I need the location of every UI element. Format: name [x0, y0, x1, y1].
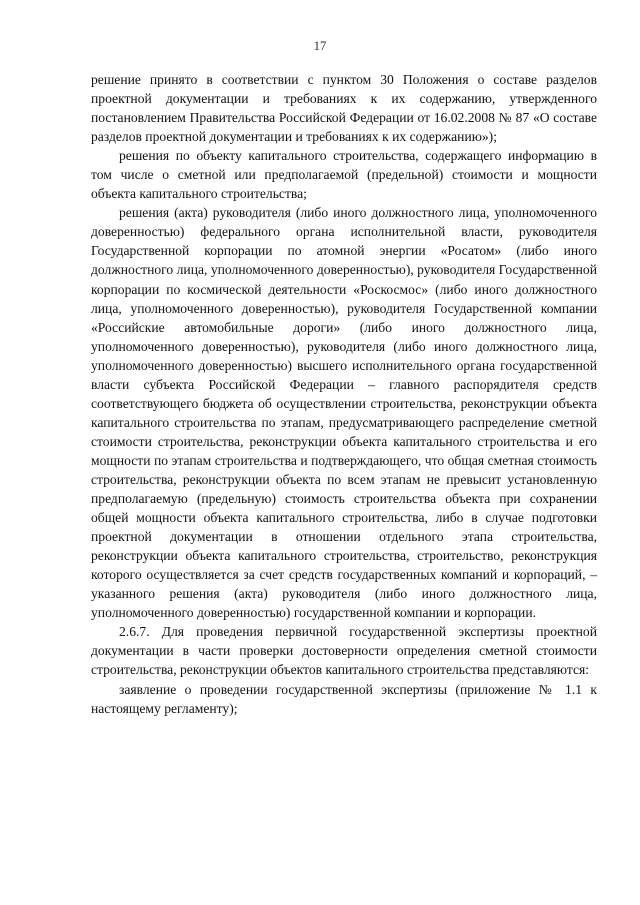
paragraph: 2.6.7. Для проведения первичной государственной экспертизы проектной документации в части проверки достоверности определения сметной стоимости строительства, реконструкции объектов капитального строительства представляются:	[91, 624, 597, 678]
paragraph: заявление о проведении государственной экспертизы (приложение № 1.1 к настоящему регламенту);	[91, 681, 597, 716]
paragraph: решения (акта) руководителя (либо иного должностного лица, уполномоченного доверенностью) федерального органа исполнительной власти, руководителя Государственной корпорации по атомной энергии «Росатом» (либо иного должностного лица, уполномоченного доверенностью), руководителя Государственной корпорации по космической деятельности «Роскосмос» (либо иного должностного лица, уполномоченного доверенностью), руководителя Государственной компании «Российские автомобильные дороги» (либо иного должностного лица, уполномоченного доверенностью), руководителя (либо иного должностного лица, уполномоченного доверенностью) высшего исполнительного органа государственной власти субъекта Российской Федерации – главного распорядителя средств соответствующего бюджета об осуществлении строительства, реконструкции объекта капитального строительства по этапам, предусматривающего распределение сметной стоимости строительства, реконструкции объекта капитального строительства и его мощности по этапам строительства и подтверждающего, что общая сметная стоимость строительства, реконструкции объекта по всем этапам не превысит установленную предполагаемую (предельную) стоимость строительства объекта при сохранении общей мощности объекта капитального строительства, либо в случае подготовки проектной документации в отношении отдельного этапа строительства, реконструкции объекта капитального строительства, строительство, реконструкция которого осуществляется за счет средств государственных компаний и корпораций, – указанного решения (акта) руководителя (либо иного должностного лица, уполномоченного доверенностью) государственной компании и корпорации.	[91, 205, 597, 621]
page-number: 17	[313, 39, 327, 53]
document-body	[91, 70, 597, 718]
paragraph: решения по объекту капитального строительства, содержащего информацию в том числе о сметной или предполагаемой (предельной) стоимости и мощности объекта капитального строительства;	[91, 148, 597, 202]
paragraph: решение принято в соответствии с пунктом 30 Положения о составе разделов проектной документации и требованиях к их содержанию, утвержденного постановлением Правительства Российской Федерации от 16.02.2008 № 87 «О составе разделов проектной документации и требованиях к их содержанию»);	[91, 72, 597, 145]
